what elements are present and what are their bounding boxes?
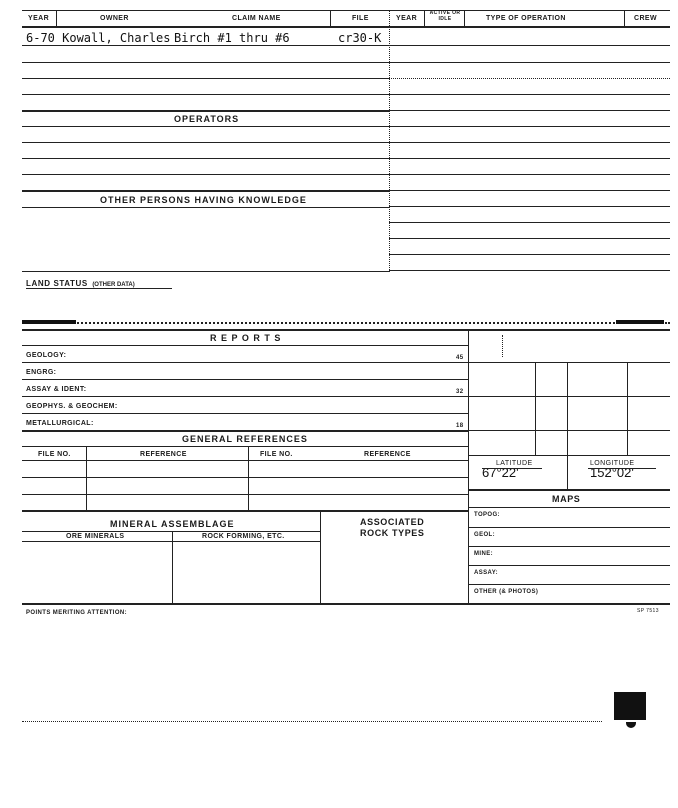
land-status-subheading: (OTHER DATA) [92,282,135,288]
operators-top-rule [22,110,389,112]
report-row-line [22,413,468,414]
operator-row-line [22,158,389,159]
ref-col-sep [86,446,87,510]
operation-row-line [389,126,670,127]
other-persons-heading: OTHER PERSONS HAVING KNOWLEDGE [100,195,307,205]
coords-sep [567,455,568,489]
report-row-line [22,362,468,363]
operation-row-line [389,110,670,111]
associated-rock-types-line1: ASSOCIATED [360,517,425,527]
grid-row-line [468,362,670,363]
header-sep-4 [464,10,465,26]
mineral-col-sep [172,531,173,603]
associated-rock-types-line2: ROCK TYPES [360,528,425,538]
map-row-label: ASSAY: [474,570,499,576]
operation-row-line [389,174,670,175]
ref-col-file-no-2: FILE NO. [260,451,293,458]
middle-top-rule [22,329,670,331]
ref-col-reference: REFERENCE [140,451,187,458]
header-year: YEAR [28,15,50,22]
map-row-label: TOPOG: [474,512,500,518]
operators-rule [22,126,389,127]
report-row-line [22,379,468,380]
report-row-label: ENGRG: [26,369,57,376]
operation-row-line [389,270,670,271]
grid-row-line [468,396,670,397]
mineral-assemblage-heading: MINERAL ASSEMBLAGE [110,519,235,529]
operation-row-line [389,238,670,239]
owner-row-line [22,45,389,46]
header-sep-3 [424,10,425,26]
ore-minerals-label: ORE MINERALS [66,533,125,540]
header-sep-5 [624,10,625,26]
report-row-count: 18 [456,423,464,429]
reports-rule [22,345,468,346]
coords-value-underline [482,468,542,469]
grid-col-line [567,362,568,455]
grid-col-line [627,362,628,455]
ref-bottom-rule [22,510,468,512]
operation-row-line [389,254,670,255]
report-row-label: GEOLOGY: [26,352,67,359]
longitude-label: LONGITUDE [590,460,635,467]
ref-col-reference-2: REFERENCE [364,451,411,458]
map-row-label: MINE: [474,551,493,557]
coords-bottom-rule [468,489,670,491]
coords-top-rule [468,455,670,456]
report-row-line [22,396,468,397]
report-row-count: 45 [456,355,464,361]
report-row-label: GEOPHYS. & GEOCHEM: [26,403,118,410]
form-number: SP 7513 [637,608,659,614]
map-row-line [468,565,670,566]
map-row-label: GEOL: [474,532,495,538]
operation-row-line [389,206,670,207]
header-claim-name: CLAIM NAME [232,15,281,22]
operators-heading: OPERATORS [174,114,240,124]
land-status-heading: LAND STATUS [26,279,88,288]
ref-col-sep [248,446,249,510]
maps-heading: MAPS [552,494,581,504]
entry-year-owner: 6-70 Kowall, Charles [26,31,171,45]
main-column-divider [389,10,390,272]
header-type-of-operation: TYPE OF OPERATION [486,15,566,22]
header-file: FILE [352,15,369,22]
assoc-rock-sep [320,512,321,603]
bottom-dashed-rule [22,721,602,722]
header-top-rule [22,10,670,11]
maps-rule [468,507,670,508]
separator-mark-left [22,320,76,324]
map-row-line [468,527,670,528]
header-owner: OWNER [100,15,129,22]
corner-mark-tail [626,722,636,728]
report-row-label: ASSAY & IDENT: [26,386,87,393]
other-persons-rule [22,207,389,208]
other-persons-top-rule [22,190,389,192]
entry-file: cr30-K [338,31,382,45]
points-meriting-attention: POINTS MERITING ATTENTION: [26,610,128,616]
coords-value-underline [588,468,656,469]
latitude-value: 67°22' [482,465,519,480]
general-references-rule [22,446,468,447]
owner-row-line [22,78,389,79]
header-bottom-rule [22,26,670,28]
header-year-2: YEAR [396,15,418,22]
latitude-label: LATITUDE [496,460,533,467]
rock-forming-label: ROCK FORMING, ETC. [202,533,285,540]
report-row-count: 32 [456,389,464,395]
separator-mark-right [616,320,664,324]
owner-row-line [22,62,389,63]
map-row-line [468,584,670,585]
grid-col-line [535,362,536,455]
map-row-line [468,546,670,547]
ref-row-line [22,477,468,478]
header-crew: CREW [634,15,657,22]
reports-bottom-rule [22,430,468,432]
operation-row-line [389,94,670,95]
general-references-heading: GENERAL REFERENCES [182,434,308,444]
map-row-label: OTHER (& PHOTOS) [474,589,539,595]
ref-row-line [22,494,468,495]
header-sep-1 [56,10,57,26]
ref-col-file-no: FILE NO. [38,451,71,458]
longitude-value: 152°02' [590,465,634,480]
entry-claim-name: Birch #1 thru #6 [174,31,290,45]
operator-row-line [22,142,389,143]
right-panel-border [468,329,469,603]
operation-row-line [389,142,670,143]
operation-row-line [389,190,670,191]
operation-row-line [389,45,670,46]
grid-row-line [468,430,670,431]
middle-bottom-rule [22,603,670,605]
operation-row-line [389,78,670,79]
left-bottom-rule [22,271,389,272]
separator-dashed-rule [22,322,670,324]
header-sep-2 [330,10,331,26]
operator-row-line [22,174,389,175]
report-row-label: METALLURGICAL: [26,420,94,427]
reports-heading: R E P O R T S [210,333,282,343]
operation-row-line [389,158,670,159]
grid-tick [502,335,503,357]
corner-mark [614,692,646,720]
header-active-idle: ACTIVE OR IDLE [429,10,461,22]
mineral-header-rule [22,541,320,542]
operation-row-line [389,62,670,63]
operation-row-line [389,222,670,223]
ref-header-rule [22,460,468,461]
land-status-underline [26,288,172,289]
owner-row-line [22,94,389,95]
